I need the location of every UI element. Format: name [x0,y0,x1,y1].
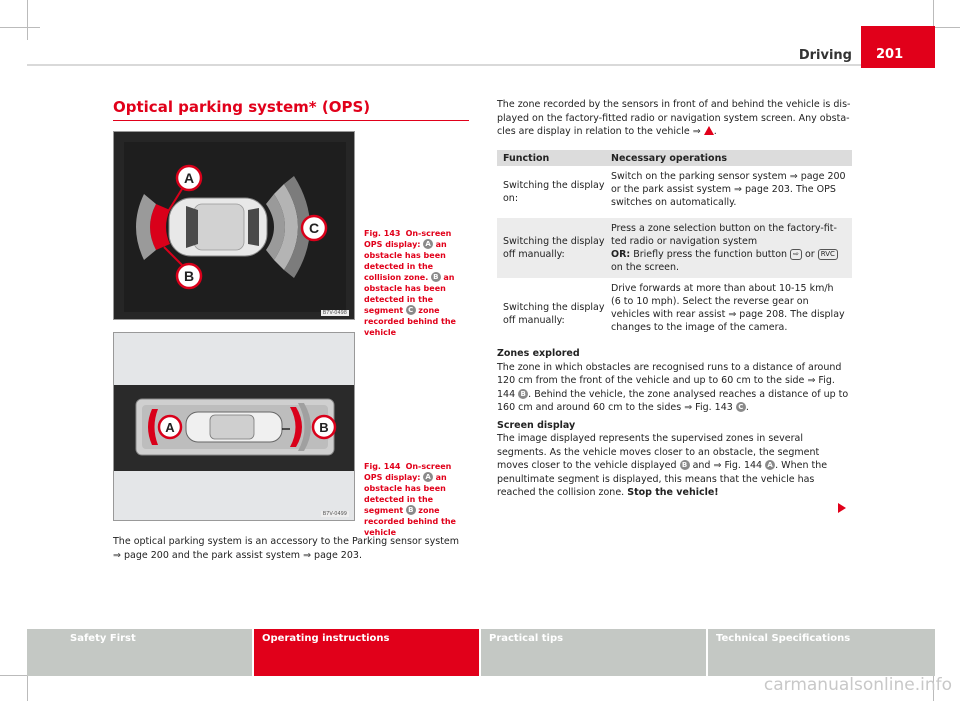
figure-label-a: A [183,170,195,186]
zones-heading: Zones explored [497,348,580,359]
table-row: Switching the display on: Switch on the parking sensor system ⇒ page 200 or the park assist system ⇒ page 203. The OPS switches on automatically. [503,171,846,208]
footer-tab-operating-instructions[interactable]: Operating instructions [254,629,481,676]
callout-badge-b: B [406,505,416,515]
crop-mark [0,27,40,28]
header-title: Driving [798,48,852,63]
watermark: carmanualsonline.info [763,675,952,695]
callout-badge-a: A [423,472,433,482]
section-rule [113,120,469,121]
figure-143 [113,131,355,320]
figure-144-caption: Fig. 144 On-screen OPS display: A an obstacle has been detected in the segment B zone recorded behind the vehicle [364,462,456,537]
ops-side-view-illustration [114,333,355,521]
continue-arrow-icon [838,503,846,513]
caption-label: Fig. 144 [364,462,401,471]
table-row: Switching the display off manually: Drive forwards at more than about 10-15 km/h (6 to 10 mph). Select the reverse gear on vehicles with rear assist ⇒ page 208. The display changes to the image of the camera. [503,283,845,333]
header-rule [27,64,935,66]
fig-ref-link[interactable]: ⇒ Fig. 144 [497,375,835,400]
table-header [497,150,852,166]
fig-ref-link[interactable]: ⇒ Fig. 144 [713,460,763,471]
callout-badge-b: B [680,460,690,470]
callout-badge-a: A [765,460,775,470]
callout-badge-c: C [736,402,746,412]
stop-warning: Stop the vehicle! [627,487,719,498]
callout-badge-b: B [518,389,528,399]
warning-triangle-icon[interactable] [704,126,714,135]
footer-tab-safety-first[interactable]: Safety First [27,629,254,676]
figure-label-b: B [183,268,195,284]
callout-badge-c: C [406,305,416,315]
table-header-function: Function [503,152,550,164]
figure-143-caption: Fig. 143 On-screen OPS display: A an obstacle has been detected in the collision zone. B an obstacle has been detected in the segment C zone recorded behind the vehicle [364,229,456,337]
footer-tab-technical-specifications[interactable]: Technical Specifications [708,629,935,676]
crop-mark [27,0,28,40]
paragraph-zone-recorded: The zone recorded by the sensors in front of and behind the vehicle is displayed on the factory-fitted radio or navigation system screen. Any obstacles are display in relation to the vehicle ⇒ . [497,99,851,137]
intro-paragraph: The optical parking system is an accessory to the Parking sensor system ⇒ page 200 and the park assist system ⇒ page 203. [113,536,460,561]
figure-code: B7V-0499 [322,511,347,517]
screen-display-heading: Screen display [497,419,576,431]
function-button-icon: ⇨ [790,249,802,260]
figure-label-a: A [165,420,175,435]
callout-badge-b: B [431,272,441,282]
table-header-operations: Necessary operations [611,152,727,164]
figure-label-b: B [319,420,329,435]
table-row: Switching the display off manually: Press a zone selection button on the factory-fitted radio or navigation system OR: Briefly press the function button ⇨ or RVC on the screen. [497,218,852,278]
page-number: 201 [861,26,935,68]
zones-and-display-section: Zones explored The zone in which obstacles are recognised runs to a distance of around 120 cm from the front of the vehicle and up to 60 cm to the side ⇒ Fig. 144 B . Behind the vehicle, the zone analysed reaches a distance of up to 160 cm and around 60 cm to the sides ⇒ Fig. 143 C . Screen display The image displayed represents the supervised zones in several segments. As the vehicle moves closer to an obstacle, the segment moves closer to the vehicle displayed B and ⇒ Fig. 144 A . When the penultimate segment is displayed, this means that the vehicle has reached the collision zone. Stop the vehicle! [497,348,849,498]
fig-ref-link[interactable]: ⇒ Fig. 143 [684,402,733,413]
footer-tab-practical-tips[interactable]: Practical tips [481,629,708,676]
caption-label: Fig. 143 [364,229,401,238]
figure-code: B7V-0498 [322,310,347,316]
rvc-button-icon: RVC [818,249,838,260]
callout-badge-a: A [423,239,433,249]
functions-table [497,150,852,350]
figure-label-c: C [308,220,320,236]
figure-144 [113,332,355,521]
section-title: Optical parking system* (OPS) [113,98,371,116]
ops-top-view-illustration [114,132,355,320]
footer-nav [27,629,935,676]
